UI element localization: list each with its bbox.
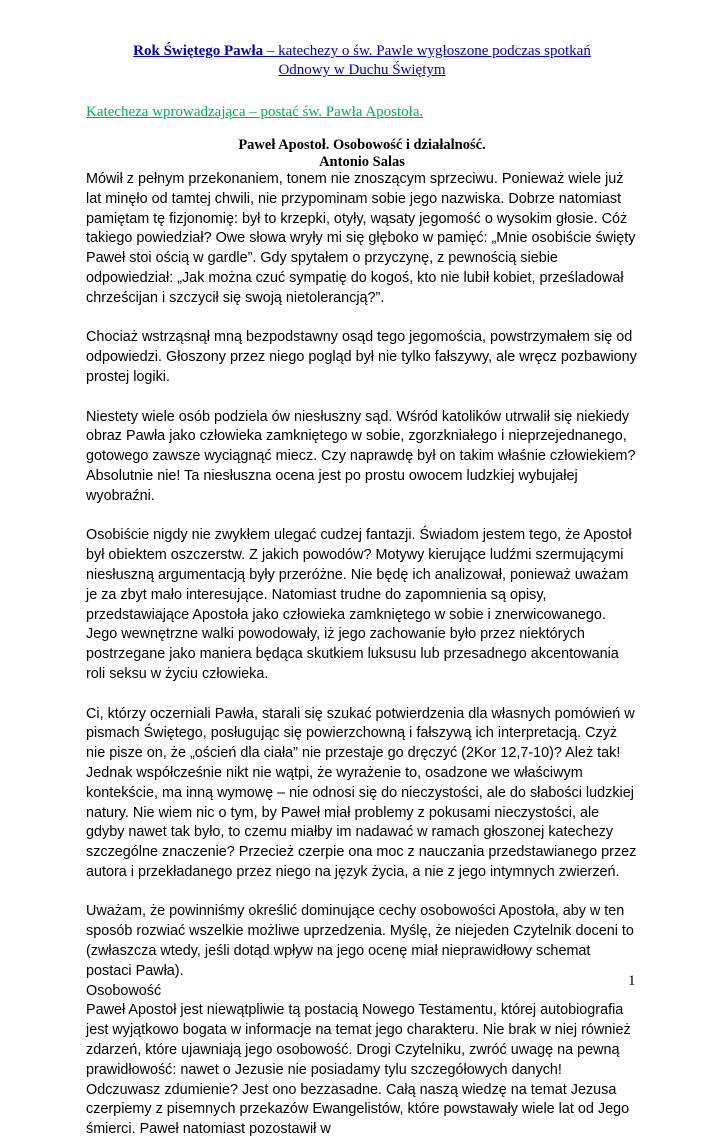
paragraph: Uważam, że powinniśmy określić dominujące cechy osobowości Apostoła, aby w ten sposób rozwiać wszelkie możliwe uprzedzenia. Myślę, że niejeden Czytelnik doceni to (zwłaszcza wtedy, jeśli dotąd wpływ na jego ocenę miał nieprawidłowy schemat postaci Pawła).: [86, 903, 634, 979]
paragraph: Ci, którzy oczerniali Pawła, starali się szukać potwierdzenia dla własnych pomówień w pismach Świętego, posługując się powierzchowną i fałszywą ich interpretacją. Czyż nie pisze on, że „oścień dla ciała” nie przestaje go dręczyć (2Kor 12,7-10)? Ależ tak! Jednak współcześnie nikt nie wątpi, że wyrażenie to, osadzone we właściwym kontekście, ma inną wymowę – nie odnosi się do nieczystości, ale do słabości ludzkiej natury. Nie wiem nic o tym, by Paweł miał problemy z pokusami nieczystości, ale gdyby nawet tak było, to czemu miałby im nadawać w ramach głoszonej katechezy szczególne znaczenie? Przecież czerpie ona moc z nauczania przedstawianego przez autora i przekładanego przez niego na język życia, a nie z jego intymnych zwierzeń.: [86, 705, 637, 880]
paragraph: Mówił z pełnym przekonaniem, tonem nie znoszącym sprzeciwu. Ponieważ wiele już lat minęło od tamtej chwili, nie przypominam sobie jego nazwiska. Dobrze natomiast pamiętam tę fizjonomię: był to krzepki, otyły, wąsaty jegomość o wysokim głosie. Cóż takiego powiedział? Owe słowa wryły mi się głęboko w pamięć: „Mnie osobiście święty Paweł stoi ością w gardle”. Gdy spytałem o przyczynę, z pewnością siebie odpowiedział: „Jak można czuć sympatię do kogoś, kto nie lubił kobiet, prześladował chrześcijan i szczycił się swoją nietolerancją?”.: [86, 171, 636, 306]
article-author: Antonio Salas: [319, 154, 405, 170]
header-title-line2: Odnowy w Duchu Świętym: [278, 62, 446, 78]
section-heading: Osobowość: [86, 982, 162, 999]
header-link[interactable]: [133, 43, 591, 78]
document-header: [86, 42, 638, 80]
paragraph: Paweł Apostoł jest niewątpliwie tą postacią Nowego Testamentu, której autobiografia jest wyjątkowo bogata w informacje na temat jego charakteru. Nie brak w niej również zdarzeń, które ujawniają jego osobowość. Drogi Czytelniku, zwróć uwagę na pewną prawidłowość: nawet o Jezusie nie posiadamy tylu szczegółowych danych! Odczuwasz zdumienie? Jest ono bezzasadne. Całą naszą wiedzę na temat Jezusa czerpiemy z pisemnych przekazów Ewangelistów, które powstawały wiele lat od Jego śmierci. Paweł natomiast pozostawił w: [86, 1002, 631, 1138]
paragraph: Niestety wiele osób podziela ów niesłuszny sąd. Wśród katolików utrwalił się niekiedy obraz Pawła jako człowieka zamkniętego w sobie, zgorzkniałego i nieprzejednanego, gotowego zawsze wyciągnąć miecz. Czy naprawdę był on takim właśnie człowiekiem? Absolutnie nie! Ta niesłuszna ocena jest po prostu owocem ludzkiej wybujałej wyobraźni.: [86, 408, 636, 504]
paragraph: Osobiście nigdy nie zwykłem ulegać cudzej fantazji. Świadom jestem tego, że Apostoł był obiektem oszczerstw. Z jakich powodów? Motywy kierujące ludźmi szermującymi niesłuszną argumentacją były przeróżne. Nie będę ich analizował, ponieważ uważam je za zbyt mało interesujące. Natomiast trudne do zapomnienia są opisy, przedstawiające Apostoła jako człowieka zamkniętego w sobie i znerwicowanego. Jego wewnętrzne walki powodowały, iż jego zachowanie było przez niektórych postrzegane jako maniera będąca skutkiem luksusu lub przesadnego akcentowania roli seksu w życiu człowieka.: [86, 527, 632, 682]
page-number: 1: [628, 973, 636, 989]
subtitle: Katecheza wprowadzająca – postać św. Pawła Apostoła.: [86, 104, 424, 120]
header-title-bold: Rok Świętego Pawła: [133, 43, 264, 59]
header-title-rest: – katechezy o św. Pawle wygłoszone podczas spotkań: [263, 43, 591, 59]
article-title: Paweł Apostoł. Osobowość i działalność.: [238, 137, 486, 153]
paragraph: Chociaż wstrząsnął mną bezpodstawny osąd tego jegomościa, powstrzymałem się od odpowiedzi. Głoszony przez niego pogląd był nie tylko fałszywy, ale wręcz pozbawiony prostej logiki.: [86, 329, 637, 385]
article-body: [86, 170, 640, 1140]
